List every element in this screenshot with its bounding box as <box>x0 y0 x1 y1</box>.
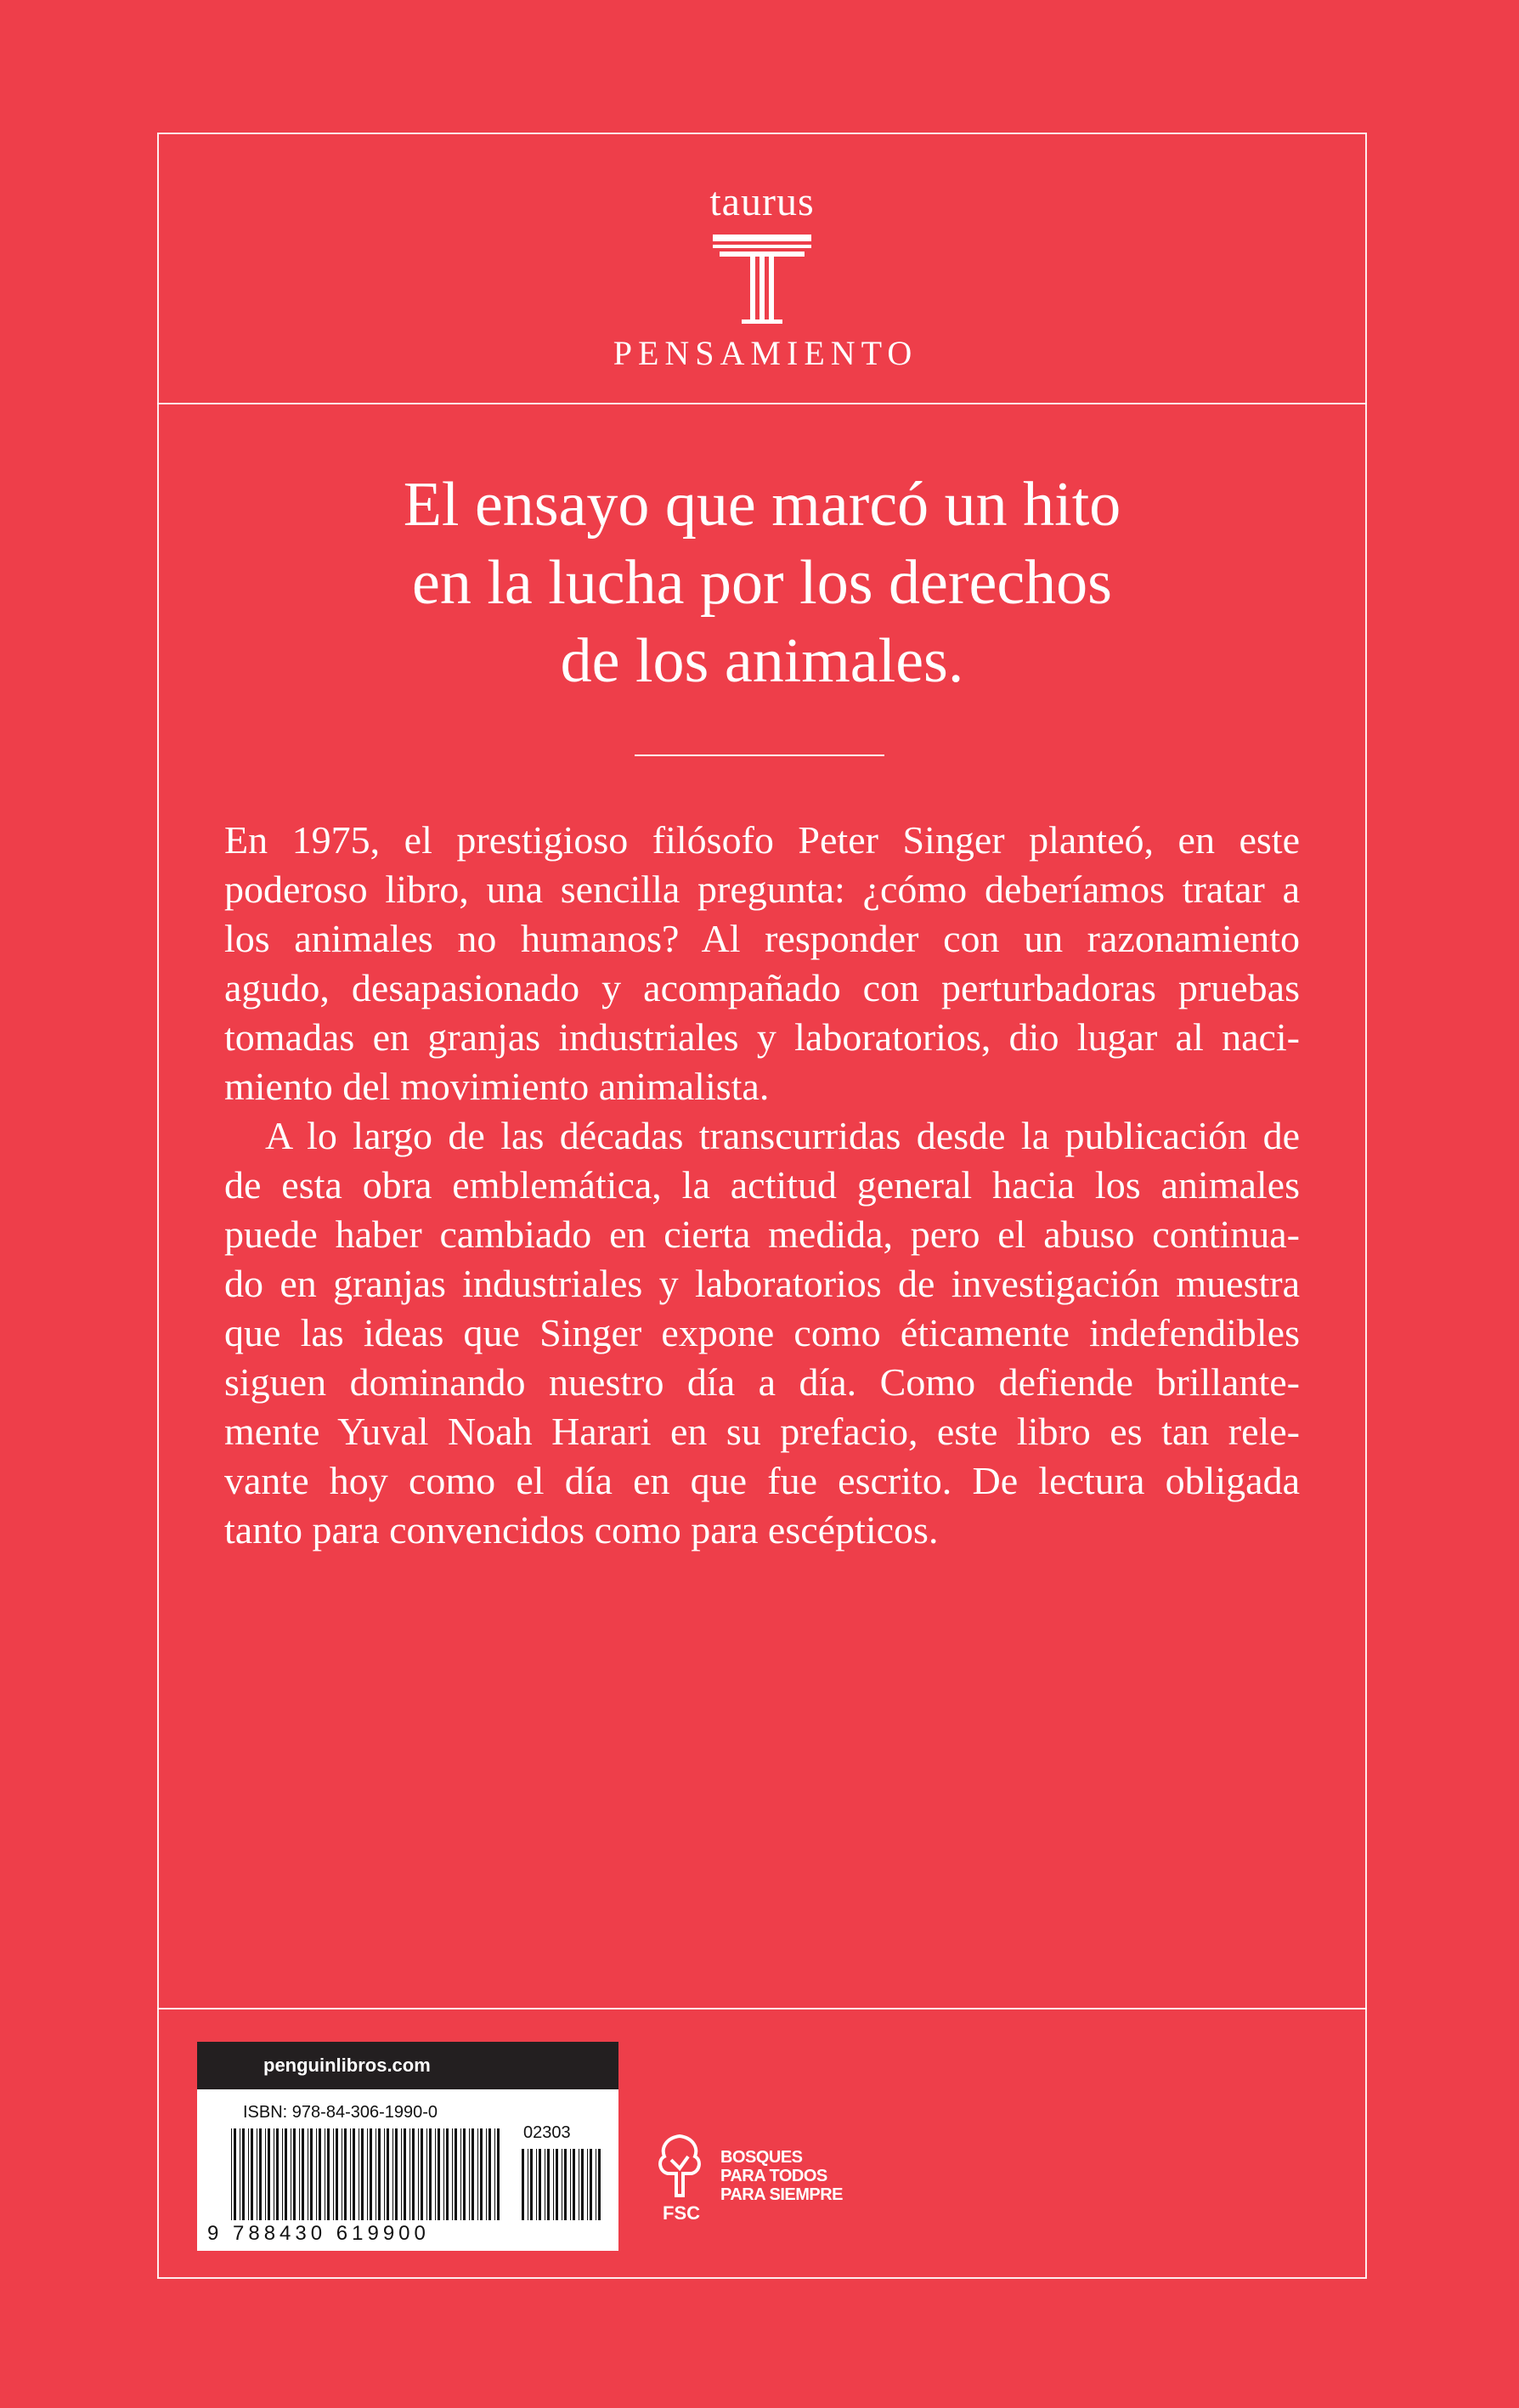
blurb-line: En 1975, el prestigioso filósofo Peter Singer planteó, en este <box>224 818 1300 862</box>
blurb-line: A lo largo de las décadas transcurridas desde la publicación de <box>265 1114 1300 1157</box>
fsc-badge <box>654 2131 875 2224</box>
fsc-slogan <box>720 2148 843 2204</box>
blurb-line: mente Yuval Noah Harari en su prefacio, este libro es tan rele- <box>224 1410 1300 1453</box>
fsc-slogan-line: PARA SIEMPRE <box>720 2185 844 2204</box>
brand-name: taurus <box>709 179 815 224</box>
collection-name: PENSAMIENTO <box>613 334 918 372</box>
ean-barcode-icon <box>231 2128 503 2220</box>
blurb-line: tomadas en granjas industriales y laboratorios, dio lugar al naci- <box>224 1015 1300 1059</box>
website-label: penguinlibros.com <box>197 2042 618 2089</box>
blurb-line: tanto para convencidos como para escépticos. <box>224 1508 939 1552</box>
addon-barcode-icon <box>522 2149 607 2220</box>
barcode-panel <box>197 2042 618 2251</box>
blurb-line: puede haber cambiado en cierta medida, pero el abuso continua- <box>224 1212 1300 1256</box>
bottom-divider <box>157 2008 1367 2009</box>
blurb-line: do en granjas industriales y laboratorios de investigación muestra <box>224 1262 1300 1305</box>
headline-line: de los animales. <box>560 626 964 696</box>
ean-digits: 9 788430 619900 <box>207 2222 430 2245</box>
blurb-line: siguen dominando nuestro día a día. Como defiende brillante- <box>224 1360 1300 1404</box>
fsc-slogan-line: PARA TODOS <box>720 2167 827 2185</box>
blurb-line: poderoso libro, una sencilla pregunta: ¿cómo deberíamos tratar a <box>224 868 1300 911</box>
fsc-slogan-line: BOSQUES <box>720 2148 803 2167</box>
publisher-logo <box>157 178 1367 374</box>
blurb-line: agudo, desapasionado y acompañado con perturbadoras pruebas <box>224 966 1300 1009</box>
taurus-t-icon <box>711 233 813 325</box>
blurb <box>224 816 1300 1555</box>
fsc-label: FSC <box>663 2202 700 2224</box>
isbn-label: ISBN: 978-84-306-1990-0 <box>243 2103 438 2122</box>
headline-rule <box>635 755 884 756</box>
top-divider <box>157 403 1367 404</box>
blurb-line: miento del movimiento animalista. <box>224 1065 770 1108</box>
headline-line: El ensayo que marcó un hito <box>403 470 1121 540</box>
blurb-line: vante hoy como el día en que fue escrito. De lectura obligada <box>224 1459 1300 1502</box>
headline-line: en la lucha por los derechos <box>412 548 1112 618</box>
blurb-line: que las ideas que Singer expone como éticamente indefendibles <box>224 1311 1300 1354</box>
price-code: 02303 <box>523 2123 571 2142</box>
blurb-line: de esta obra emblemática, la actitud general hacia los animales <box>224 1163 1300 1207</box>
blurb-line: los animales no humanos? Al responder con un razonamiento <box>224 917 1300 960</box>
fsc-tree-icon <box>654 2131 705 2199</box>
headline <box>157 466 1367 700</box>
